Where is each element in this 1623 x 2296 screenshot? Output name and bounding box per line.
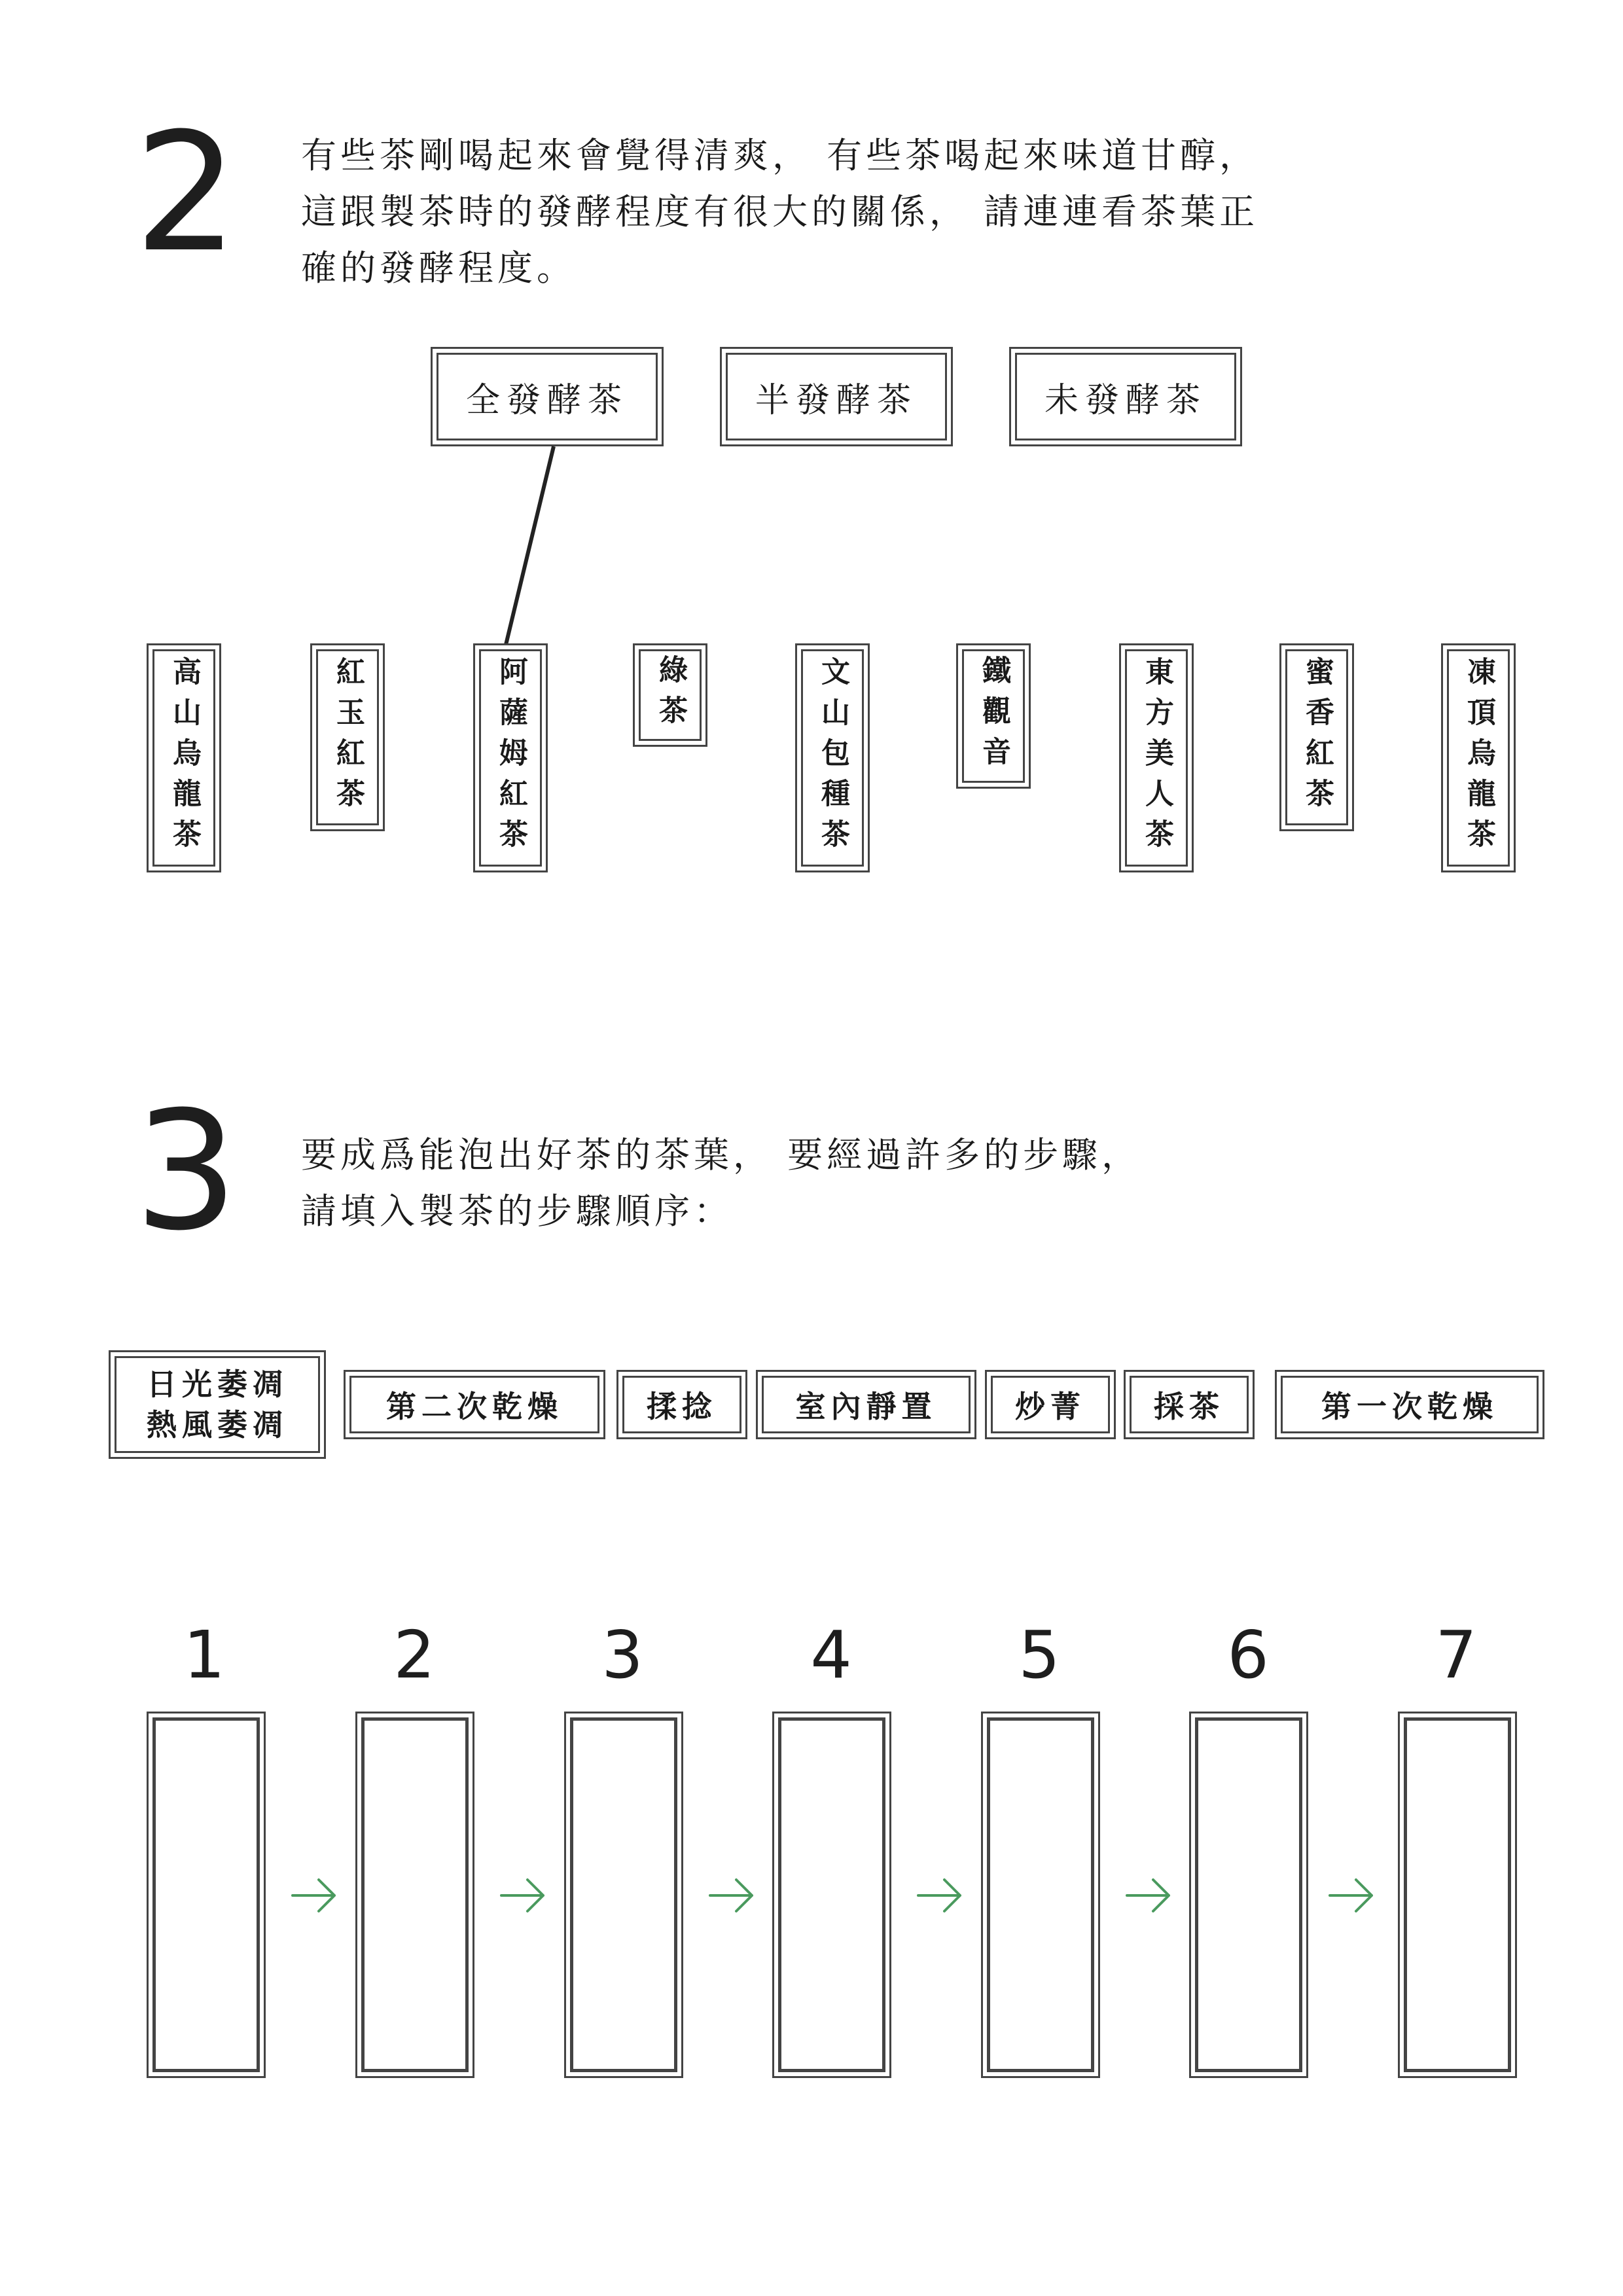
- step-label: 第二次乾燥: [386, 1389, 563, 1424]
- tea-card[interactable]: [147, 643, 221, 872]
- slot-number: 1: [183, 1617, 225, 1693]
- tea-label: 綠茶: [654, 655, 687, 736]
- tea-label: 高山烏龍茶: [168, 656, 201, 859]
- step-card-first-drying[interactable]: [1275, 1370, 1544, 1439]
- step-card-rolling[interactable]: [616, 1370, 747, 1439]
- tea-card[interactable]: [956, 643, 1031, 789]
- question-3-number: 3: [134, 1076, 239, 1266]
- answer-slot-4[interactable]: [772, 1712, 891, 2078]
- arrow-right-icon: [709, 1877, 755, 1914]
- tea-card[interactable]: [473, 643, 548, 872]
- slot-number: 3: [601, 1617, 643, 1693]
- step-label: 日光萎凋 熱風萎凋: [147, 1367, 288, 1443]
- step-card-sun-hot-air-withering[interactable]: [109, 1350, 326, 1459]
- question-2-number: 2: [134, 98, 239, 288]
- arrow-right-icon: [1126, 1877, 1171, 1914]
- question-2-prompt: 有些茶剛喝起來會覺得清爽， 有些茶喝起來味道甘醇， 這跟製茶時的發酵程度有很大的關係， 請連連看茶葉正 確的發酵程度。: [301, 135, 1259, 289]
- answer-slot-1[interactable]: [147, 1712, 266, 2078]
- answer-slot-3[interactable]: [564, 1712, 683, 2078]
- step-card-picking[interactable]: [1124, 1370, 1255, 1439]
- step-card-pan-firing[interactable]: [985, 1370, 1116, 1439]
- category-label: 全發酵茶: [465, 380, 628, 420]
- tea-card[interactable]: [1279, 643, 1354, 831]
- tea-card[interactable]: [633, 643, 707, 747]
- tea-label: 凍頂烏龍茶: [1462, 656, 1495, 859]
- slot-number: 6: [1227, 1617, 1269, 1693]
- question-3-prompt: 要成爲能泡出好茶的茶葉， 要經過許多的步驟， 請填入製茶的步驟順序：: [301, 1134, 1141, 1232]
- arrow-right-icon: [1329, 1877, 1374, 1914]
- arrow-right-icon: [917, 1877, 963, 1914]
- step-label: 揉捻: [647, 1389, 717, 1424]
- tea-label: 鐵觀音: [977, 655, 1010, 777]
- slot-number: 7: [1435, 1617, 1477, 1693]
- step-card-indoor-resting[interactable]: [756, 1370, 976, 1439]
- tea-label: 阿薩姆紅茶: [494, 656, 527, 859]
- tea-card[interactable]: [1441, 643, 1516, 872]
- answer-slot-5[interactable]: [981, 1712, 1100, 2078]
- step-label: 採茶: [1154, 1389, 1224, 1424]
- slot-number: 2: [393, 1617, 435, 1693]
- step-label: 炒菁: [1015, 1389, 1086, 1424]
- tea-card[interactable]: [1119, 643, 1194, 872]
- arrow-right-icon: [500, 1877, 546, 1914]
- step-label: 第一次乾燥: [1321, 1389, 1498, 1424]
- slot-number: 4: [810, 1617, 852, 1693]
- step-label: 室內靜置: [795, 1389, 937, 1424]
- step-card-second-drying[interactable]: [344, 1370, 605, 1439]
- tea-card[interactable]: [795, 643, 870, 872]
- tea-label: 東方美人茶: [1140, 656, 1173, 859]
- tea-label: 紅玉紅茶: [331, 656, 365, 819]
- tea-label: 蜜香紅茶: [1300, 656, 1334, 819]
- category-label: 半發酵茶: [755, 380, 918, 420]
- answer-slot-7[interactable]: [1398, 1712, 1517, 2078]
- tea-label: 文山包種茶: [816, 656, 849, 859]
- arrow-right-icon: [291, 1877, 337, 1914]
- answer-slot-6[interactable]: [1189, 1712, 1308, 2078]
- tea-card[interactable]: [310, 643, 385, 831]
- answer-slot-2[interactable]: [355, 1712, 474, 2078]
- category-label: 未發酵茶: [1044, 380, 1207, 420]
- slot-number: 5: [1018, 1617, 1060, 1693]
